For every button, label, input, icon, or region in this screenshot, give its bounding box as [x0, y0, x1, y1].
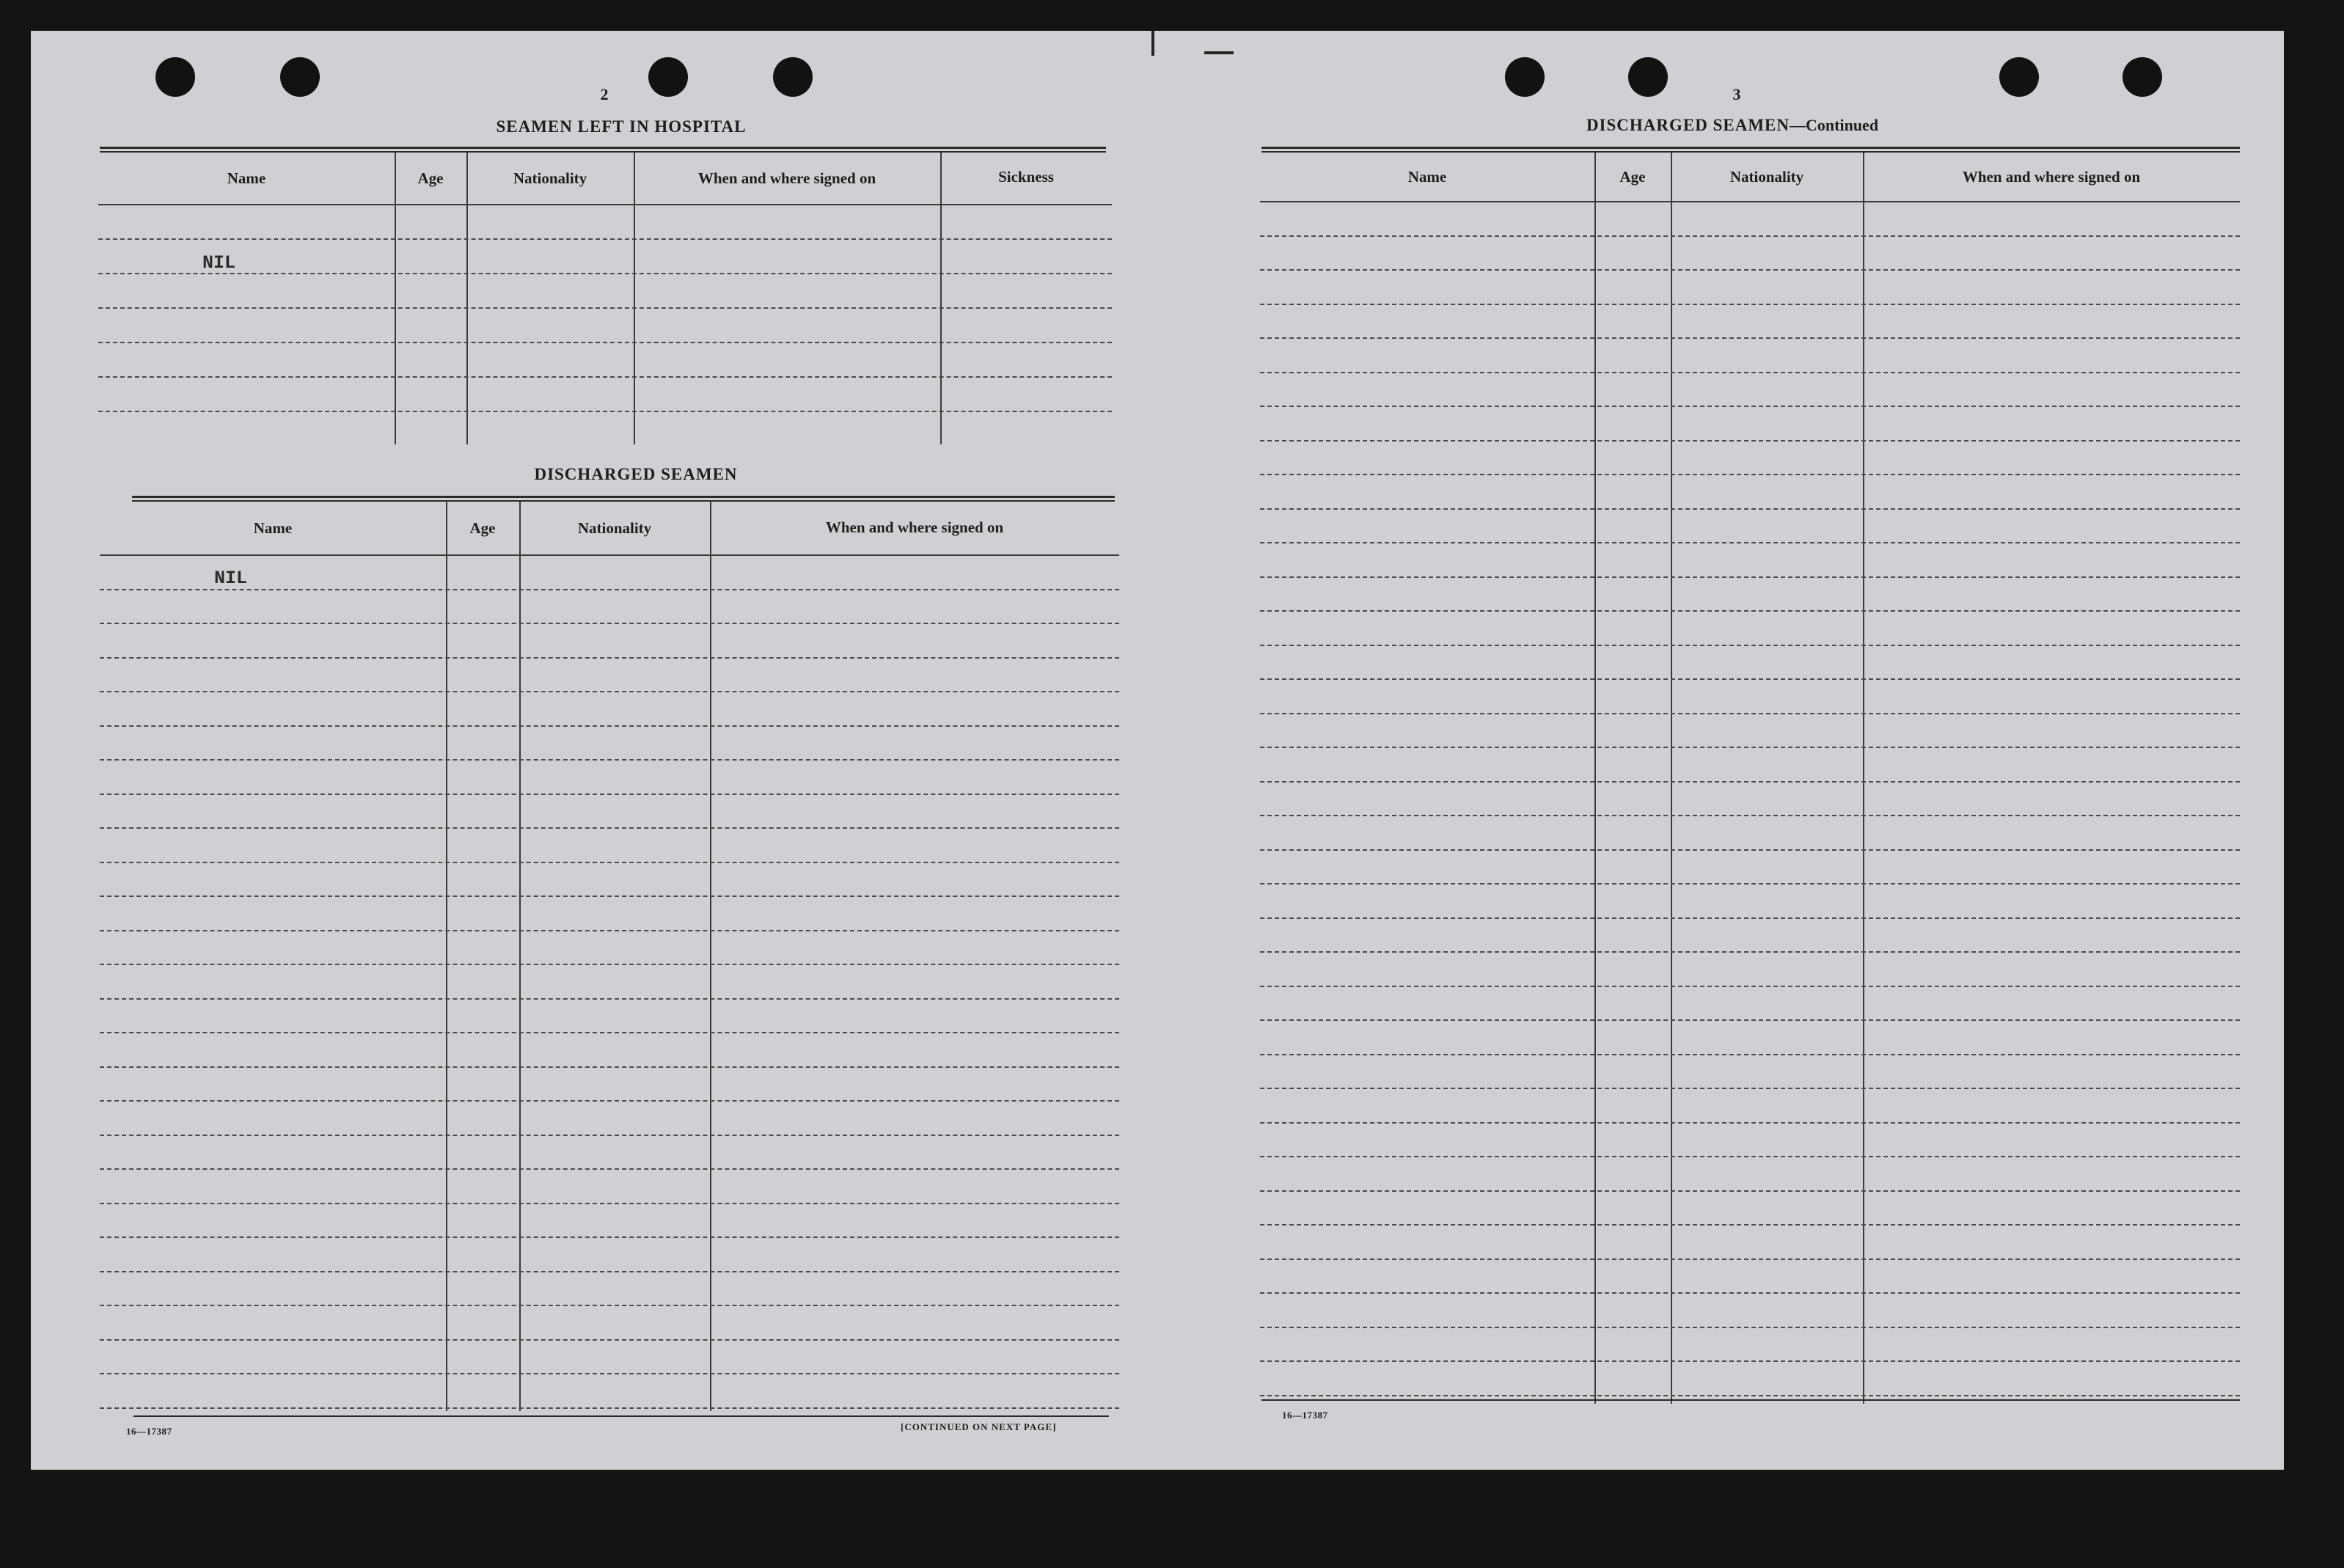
table-row	[100, 897, 1119, 931]
punch-hole	[1628, 57, 1668, 97]
discharged-nil-entry: NIL	[214, 568, 248, 589]
punch-hole	[1999, 57, 2039, 97]
punch-hole	[773, 57, 813, 97]
table-row	[1260, 1089, 2240, 1124]
table-row	[1260, 1055, 2240, 1090]
table-row	[100, 761, 1119, 795]
table-row	[1260, 271, 2240, 305]
table-row	[100, 1000, 1119, 1034]
table-row	[100, 795, 1119, 829]
ledger-sheet	[31, 31, 2284, 1470]
form-code: 16—17387	[1282, 1410, 1328, 1421]
table-row	[1260, 646, 2240, 681]
col-header-nationality: Nationality	[1729, 167, 1804, 186]
title-continued: —Continued	[1790, 116, 1879, 134]
page-number: 3	[1732, 85, 1741, 103]
punch-hole	[648, 57, 688, 97]
table-row	[100, 1102, 1119, 1136]
punch-hole	[155, 57, 195, 97]
hospital-section-title: SEAMEN LEFT IN HOSPITAL	[496, 117, 747, 136]
col-header-nationality: Nationality	[577, 519, 652, 537]
col-header-name: Name	[253, 519, 293, 537]
table-row	[1260, 543, 2240, 578]
table-row	[98, 378, 1112, 412]
left-page	[31, 31, 1160, 1470]
continued-note: [CONTINUED ON NEXT PAGE]	[901, 1421, 1057, 1432]
table-row	[100, 1033, 1119, 1068]
table-row	[100, 1068, 1119, 1102]
table-row	[100, 692, 1119, 727]
right-page	[1160, 31, 2284, 1470]
punch-hole	[1505, 57, 1545, 97]
col-header-age: Age	[1619, 167, 1646, 186]
table-row	[100, 1374, 1119, 1409]
col-header-age: Age	[417, 169, 444, 187]
table-row	[1260, 953, 2240, 987]
table-row	[1260, 1192, 2240, 1226]
table-row	[1260, 1021, 2240, 1055]
col-header-when-where: When and where signed on	[1962, 167, 2141, 186]
col-header-nationality: Nationality	[513, 169, 587, 187]
table-row	[100, 624, 1119, 659]
table-row	[100, 931, 1119, 966]
col-header-sickness: Sickness	[998, 167, 1054, 186]
form-code: 16—17387	[126, 1426, 172, 1437]
discharged-continued-table	[1260, 153, 2240, 1404]
hospital-table	[98, 153, 1112, 444]
table-row	[100, 556, 1119, 590]
page-number: 2	[600, 85, 609, 103]
table-row	[1260, 1328, 2240, 1363]
title-rule	[132, 496, 1115, 502]
table-row	[100, 1306, 1119, 1341]
table-row	[98, 274, 1112, 309]
table-row	[1260, 510, 2240, 544]
table-row	[100, 1341, 1119, 1375]
fold-mark	[1151, 31, 1154, 56]
table-row	[100, 829, 1119, 863]
table-row	[100, 659, 1119, 693]
col-header-when-where: When and where signed on	[697, 169, 876, 187]
table-row	[100, 1272, 1119, 1307]
title-rule	[100, 147, 1106, 153]
table-row	[100, 727, 1119, 761]
col-header-name: Name	[1407, 167, 1447, 186]
table-row	[1260, 578, 2240, 612]
col-header-when-where: When and where signed on	[825, 518, 1004, 536]
table-row	[1260, 475, 2240, 510]
table-row	[1260, 680, 2240, 714]
table-row	[100, 863, 1119, 898]
table-row	[1260, 407, 2240, 442]
table-row	[100, 1136, 1119, 1170]
table-row	[1260, 442, 2240, 476]
table-row	[1260, 612, 2240, 646]
table-row	[98, 205, 1112, 240]
table-row	[1260, 339, 2240, 373]
table-row	[1260, 851, 2240, 885]
bottom-rule	[133, 1415, 1109, 1417]
table-row	[1260, 816, 2240, 851]
col-header-age: Age	[469, 519, 496, 537]
table-row	[1260, 714, 2240, 749]
table-row	[1260, 1124, 2240, 1158]
table-row	[1260, 1294, 2240, 1328]
punch-hole	[2123, 57, 2162, 97]
table-row	[100, 965, 1119, 1000]
table-row	[1260, 305, 2240, 340]
table-row	[1260, 1362, 2240, 1396]
table-row	[100, 1238, 1119, 1272]
table-row	[1260, 919, 2240, 953]
table-row	[1260, 1260, 2240, 1294]
table-row	[1260, 884, 2240, 919]
discharged-table	[100, 502, 1119, 1411]
table-row	[1260, 1157, 2240, 1192]
table-row	[1260, 987, 2240, 1022]
bottom-rule	[1261, 1399, 2240, 1401]
table-row	[100, 1170, 1119, 1204]
hospital-nil-entry: NIL	[202, 252, 236, 274]
col-header-name: Name	[227, 169, 266, 187]
discharged-section-title: DISCHARGED SEAMEN	[534, 465, 738, 483]
table-row	[98, 309, 1112, 343]
table-row	[1260, 202, 2240, 237]
discharged-continued-title	[1527, 116, 1938, 135]
table-row	[100, 1204, 1119, 1239]
title-rule	[1261, 147, 2240, 153]
table-row	[1260, 237, 2240, 271]
table-row	[98, 343, 1112, 378]
table-row	[1260, 748, 2240, 783]
table-row	[100, 590, 1119, 625]
title-main: DISCHARGED SEAMEN	[1586, 116, 1790, 134]
table-row	[98, 240, 1112, 274]
table-row	[1260, 783, 2240, 817]
table-row	[1260, 1226, 2240, 1260]
table-row	[1260, 373, 2240, 408]
punch-hole	[280, 57, 320, 97]
